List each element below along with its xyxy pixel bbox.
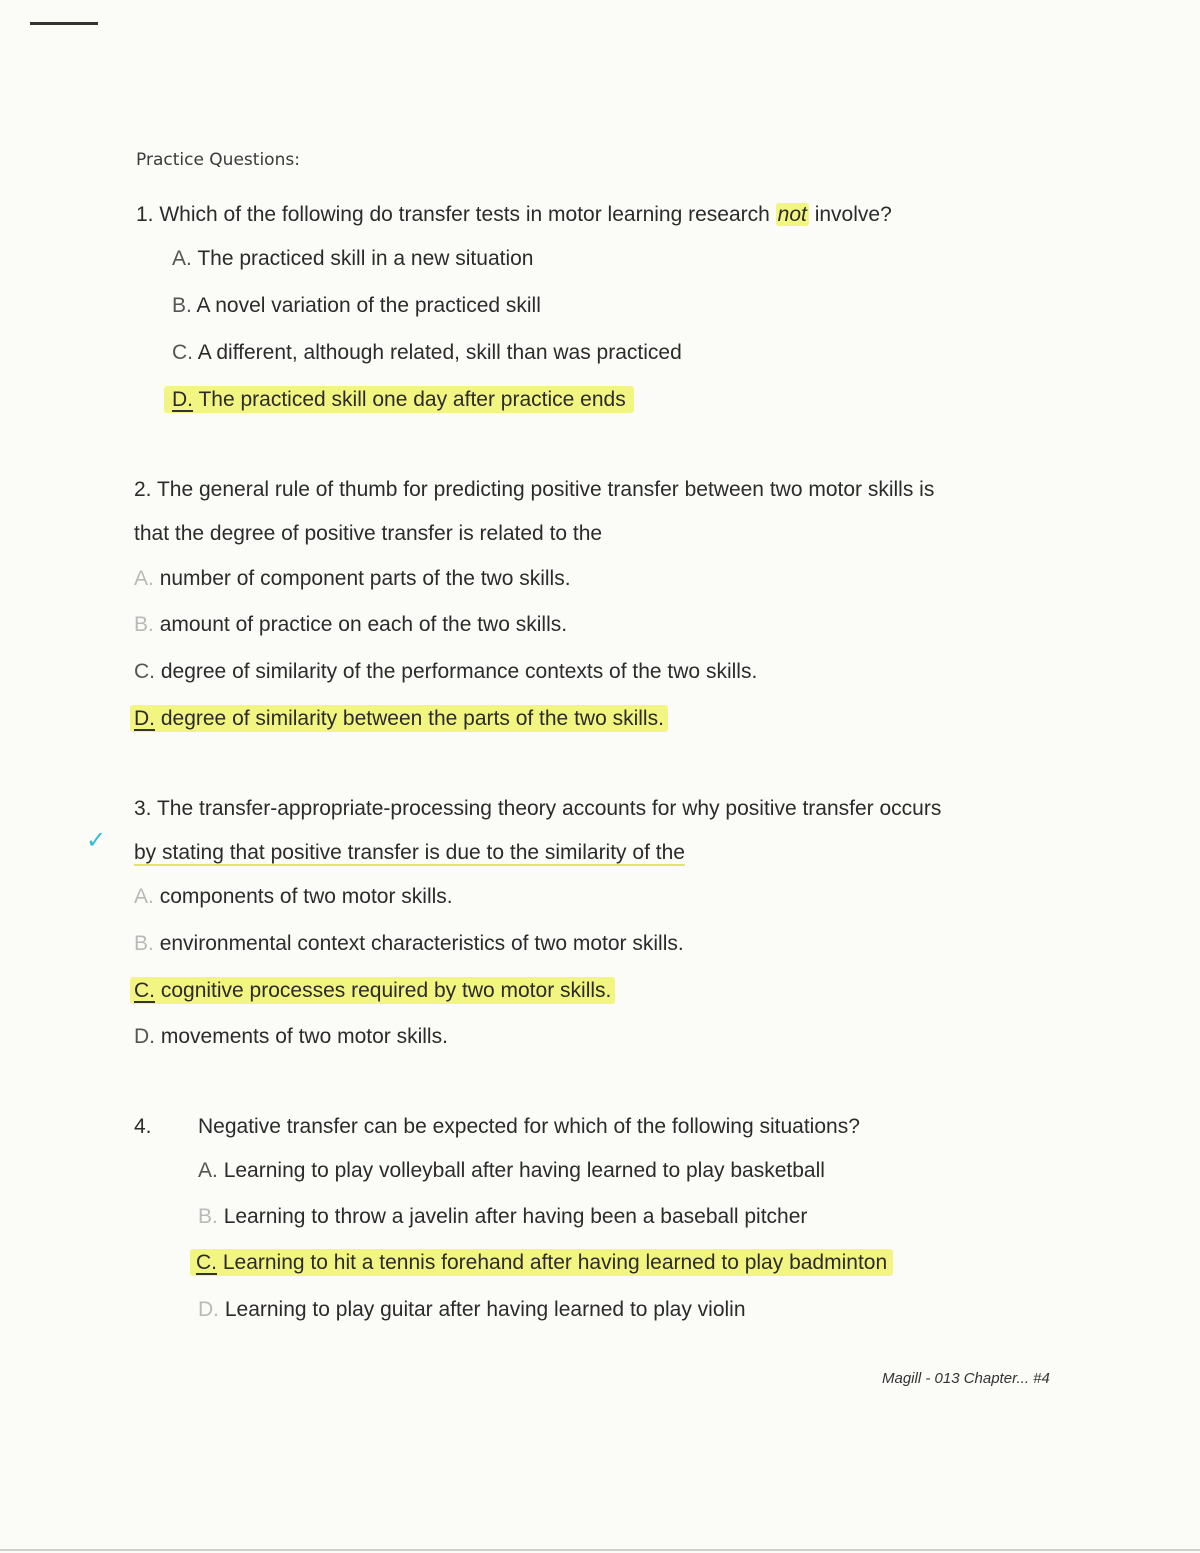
option-letter: C.	[196, 1251, 217, 1274]
option-letter: B.	[134, 932, 154, 955]
option-text: movements of two motor skills.	[160, 1025, 448, 1048]
question-2-text: The general rule of thumb for predicting positive transfer between two motor skills is	[156, 478, 935, 501]
question-1-stem	[136, 202, 892, 228]
option-text: A different, although related, skill than was practiced	[197, 341, 682, 364]
option-text: Learning to throw a javelin after having been a baseball pitcher	[223, 1205, 808, 1228]
page-footer: Magill - 013 Chapter... #4	[882, 1370, 1050, 1387]
question-2-option-d-highlighted	[130, 706, 668, 732]
question-3-option-c-highlighted	[130, 978, 615, 1004]
option-letter: B.	[172, 294, 192, 317]
question-1-emphasis: not	[777, 203, 807, 226]
option-text: Learning to hit a tennis forehand after having learned to play badminton	[222, 1251, 888, 1274]
question-1-text-after: involve?	[808, 203, 892, 226]
question-2-number: 2.	[134, 478, 152, 501]
question-4-option-c-highlighted	[190, 1250, 893, 1276]
page-heading: Practice Questions:	[136, 150, 300, 170]
checkmark-icon: ✓	[86, 826, 107, 854]
option-text: The practiced skill in a new situation	[197, 247, 534, 270]
option-letter: C.	[134, 660, 155, 683]
question-1-text-before: Which of the following do transfer tests in motor learning research	[159, 203, 776, 226]
option-text: environmental context characteristics of two motor skills.	[159, 932, 684, 955]
option-text: cognitive processes required by two motor skills.	[160, 979, 612, 1002]
option-letter: B.	[198, 1205, 218, 1228]
option-text: Learning to play volleyball after having learned to play basketball	[223, 1159, 825, 1182]
question-1-number: 1.	[136, 203, 154, 226]
option-letter: C.	[134, 979, 155, 1002]
option-letter: A.	[198, 1159, 218, 1182]
option-text: number of component parts of the two skills.	[159, 567, 571, 590]
option-letter: B.	[134, 613, 154, 636]
question-2-option-c	[134, 659, 757, 685]
option-text: amount of practice on each of the two skills.	[159, 613, 568, 636]
scan-bottom-edge	[0, 1549, 1200, 1551]
question-3-option-d	[134, 1024, 448, 1050]
question-2-stem-line-1	[134, 477, 934, 503]
question-3-stem-line-1	[134, 796, 941, 822]
option-text: degree of similarity of the performance contexts of the two skills.	[160, 660, 758, 683]
option-letter: D.	[134, 1025, 155, 1048]
question-3-option-a	[134, 884, 453, 910]
question-4-option-d	[198, 1297, 746, 1323]
question-4-stem: Negative transfer can be expected for which of the following situations?	[198, 1115, 860, 1138]
question-3-text: The transfer-appropriate-processing theory accounts for why positive transfer occurs	[156, 797, 942, 820]
scan-edge-mark	[30, 22, 98, 25]
question-4-option-a	[198, 1158, 825, 1184]
question-4-option-b	[198, 1204, 807, 1230]
question-1-option-a	[172, 246, 533, 272]
question-2-stem-line-2: that the degree of positive transfer is related to the	[134, 522, 603, 545]
option-letter: A.	[134, 567, 154, 590]
question-1-option-d-highlighted	[164, 387, 634, 413]
option-letter: A.	[172, 247, 192, 270]
option-text: A novel variation of the practiced skill	[196, 294, 541, 317]
option-text: The practiced skill one day after practice ends	[198, 388, 626, 411]
option-letter: A.	[134, 885, 154, 908]
option-text: components of two motor skills.	[159, 885, 453, 908]
option-letter: C.	[172, 341, 193, 364]
option-letter: D.	[172, 388, 193, 411]
question-3-number: 3.	[134, 797, 152, 820]
question-3-option-b	[134, 931, 684, 957]
option-text: Learning to play guitar after having learned to play violin	[224, 1298, 746, 1321]
question-1-option-c	[172, 340, 682, 366]
question-3-stem-line-2: by stating that positive transfer is due to the similarity of the	[134, 841, 685, 864]
question-4-number: 4.	[134, 1115, 152, 1138]
question-2-option-a	[134, 566, 571, 592]
option-text: degree of similarity between the parts of the two skills.	[160, 707, 664, 730]
option-letter: D.	[198, 1298, 219, 1321]
question-2-option-b	[134, 612, 567, 638]
option-letter: D.	[134, 707, 155, 730]
question-1-option-b	[172, 293, 541, 319]
